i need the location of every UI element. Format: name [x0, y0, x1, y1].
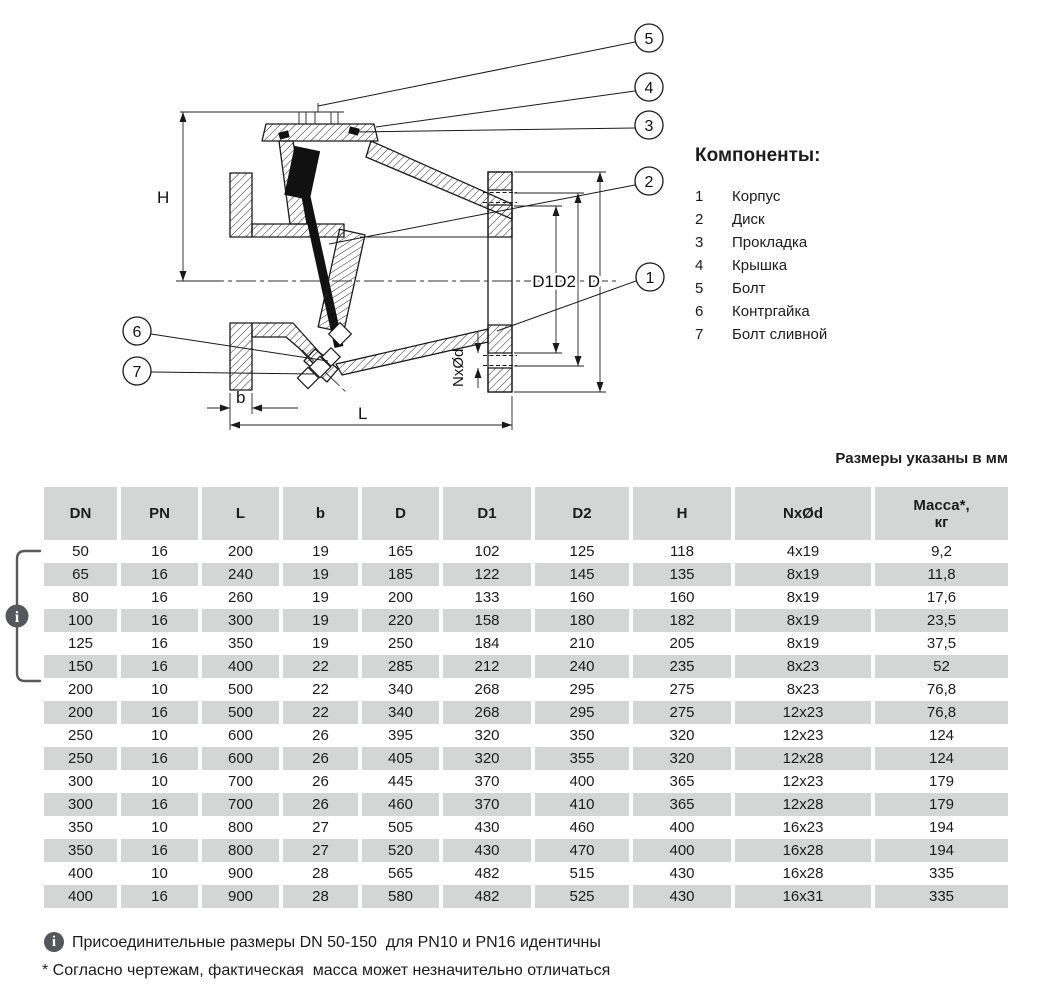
- table-cell: 16: [121, 793, 198, 816]
- components-legend: [695, 145, 955, 346]
- table-cell: 28: [283, 885, 358, 908]
- table-cell: 194: [875, 839, 1008, 862]
- component-number: 7: [695, 326, 704, 343]
- callout-2: [635, 167, 663, 195]
- table-cell: 160: [669, 589, 695, 606]
- left-flange-top: [230, 173, 252, 237]
- table-cell: 122: [443, 563, 531, 586]
- table-cell: 12x28: [735, 747, 871, 770]
- table-cell: 16: [121, 747, 198, 770]
- table-cell: 500: [202, 701, 279, 724]
- col-header-mass-line2: кг: [934, 513, 949, 531]
- table-cell: 370: [474, 773, 500, 790]
- table-row: [44, 793, 1008, 816]
- table-cell: 50: [72, 543, 89, 560]
- table-cell: 700: [227, 773, 254, 790]
- table-cell: 445: [387, 773, 414, 790]
- table-row: [44, 770, 1008, 793]
- table-cell: 355: [535, 747, 629, 770]
- component-label: Болт сливной: [732, 326, 828, 343]
- table-cell: 10: [151, 727, 168, 744]
- table-cell: 320: [443, 747, 531, 770]
- component-number: 3: [695, 234, 704, 251]
- table-cell: 400: [633, 839, 731, 862]
- callout-7-number: 7: [132, 364, 142, 381]
- right-flange-seg3: [488, 325, 512, 353]
- table-cell: 210: [569, 635, 595, 652]
- callout-5: [635, 24, 663, 52]
- dim-label-b: b: [236, 388, 246, 407]
- table-cell: 400: [67, 865, 94, 882]
- table-cell: 16x31: [735, 885, 871, 908]
- dim-label-D: D: [587, 272, 600, 291]
- component-item: [695, 300, 955, 323]
- table-cell: 11,8: [875, 563, 1008, 586]
- table-cell: 16: [121, 609, 198, 632]
- dim-L: [230, 396, 512, 430]
- callout-2-number: 2: [644, 174, 654, 191]
- table-cell: 515: [569, 865, 595, 882]
- dn-range-bracket: [0, 545, 48, 690]
- component-number: 2: [695, 211, 704, 228]
- table-cell: 100: [44, 609, 117, 632]
- table-cell: 165: [387, 543, 414, 560]
- table-cell: 505: [387, 819, 414, 836]
- table-row: [44, 540, 1008, 563]
- disc-assembly: [284, 146, 365, 347]
- col-header-d: D: [362, 487, 439, 540]
- table-cell: 179: [928, 773, 955, 790]
- table-cell: 158: [443, 609, 531, 632]
- table-cell: 250: [44, 747, 117, 770]
- components-title: Компоненты:: [695, 145, 821, 166]
- table-cell: 520: [362, 839, 439, 862]
- table-cell: 580: [362, 885, 439, 908]
- table-cell: 26: [283, 747, 358, 770]
- note-connection-sizes: Присоединительные размеры DN 50-150 для PN10 и PN16 идентичны: [72, 934, 601, 951]
- table-cell: 340: [387, 681, 414, 698]
- table-cell: 250: [387, 635, 414, 652]
- table-cell: 295: [535, 701, 629, 724]
- table-cell: 235: [633, 655, 731, 678]
- valve-body: [230, 124, 517, 392]
- table-cell: 22: [283, 701, 358, 724]
- table-cell: 200: [227, 543, 254, 560]
- col-header-d1: D1: [443, 487, 531, 540]
- table-cell: 124: [928, 727, 955, 744]
- table-cell: 102: [474, 543, 500, 560]
- table-cell: 300: [202, 609, 279, 632]
- table-cell: 285: [362, 655, 439, 678]
- table-cell: 16: [151, 589, 168, 606]
- table-cell: 27: [312, 819, 329, 836]
- component-label: Контргайка: [732, 303, 810, 320]
- table-cell: 180: [535, 609, 629, 632]
- table-cell: 16: [121, 701, 198, 724]
- component-label: Корпус: [732, 188, 781, 205]
- table-cell: 16: [121, 839, 198, 862]
- table-cell: 184: [474, 635, 500, 652]
- dim-b: [207, 388, 298, 414]
- table-cell: 275: [669, 681, 695, 698]
- table-row: [44, 609, 1008, 632]
- table-cell: 320: [633, 747, 731, 770]
- table-cell: 430: [474, 819, 500, 836]
- table-cell: 26: [312, 773, 329, 790]
- table-cell: 118: [670, 543, 694, 560]
- table-cell: 76,8: [926, 681, 957, 698]
- table-cell: 8x19: [735, 609, 871, 632]
- table-cell: 370: [443, 793, 531, 816]
- table-cell: 65: [44, 563, 117, 586]
- table-cell: 12x23: [782, 773, 824, 790]
- table-cell: 179: [875, 793, 1008, 816]
- table-row: [44, 655, 1008, 678]
- table-cell: 268: [474, 681, 500, 698]
- table-cell: 27: [283, 839, 358, 862]
- callout-6-number: 6: [132, 324, 142, 341]
- table-cell: 240: [202, 563, 279, 586]
- component-number: 1: [695, 188, 704, 205]
- table-row: [44, 586, 1008, 609]
- table-row: [44, 885, 1008, 908]
- table-cell: 240: [535, 655, 629, 678]
- component-label: Диск: [732, 211, 765, 228]
- table-cell: 200: [44, 701, 117, 724]
- col-header-mass-line1: Масса*,: [913, 496, 970, 514]
- dim-label-L: L: [358, 404, 368, 423]
- component-label: Прокладка: [732, 234, 808, 251]
- callout-4-number: 4: [644, 80, 654, 97]
- table-cell: 460: [569, 819, 595, 836]
- table-cell: 482: [443, 885, 531, 908]
- table-cell: 600: [227, 727, 254, 744]
- table-cell: 275: [633, 701, 731, 724]
- table-cell: 365: [669, 773, 695, 790]
- table-cell: 460: [362, 793, 439, 816]
- table-cell: 395: [387, 727, 414, 744]
- callout-7: [123, 357, 151, 385]
- table-cell: 185: [362, 563, 439, 586]
- table-cell: 8x19: [786, 589, 820, 606]
- table-cell: 350: [569, 727, 595, 744]
- dim-label-D1: D1: [532, 272, 554, 291]
- table-cell: 400: [669, 819, 695, 836]
- table-cell: 16: [121, 655, 198, 678]
- callout-3-number: 3: [644, 118, 654, 135]
- table-cell: 16: [121, 563, 198, 586]
- callout-1: [636, 263, 664, 291]
- table-cell: 182: [633, 609, 731, 632]
- table-cell: 400: [202, 655, 279, 678]
- component-number: 5: [695, 280, 704, 297]
- table-cell: 16: [151, 543, 168, 560]
- col-header-d2: D2: [535, 487, 629, 540]
- table-row: [44, 701, 1008, 724]
- table-cell: 22: [312, 681, 329, 698]
- table-cell: 150: [44, 655, 117, 678]
- callout-4: [635, 73, 663, 101]
- table-cell: 8x19: [786, 635, 820, 652]
- table-cell: 10: [151, 681, 168, 698]
- component-item: [695, 254, 955, 277]
- col-header-dn: DN: [44, 487, 117, 540]
- table-cell: 430: [443, 839, 531, 862]
- dim-D-group: [514, 172, 606, 392]
- table-cell: 194: [928, 819, 955, 836]
- table-cell: 9,2: [931, 543, 952, 560]
- table-cell: 268: [443, 701, 531, 724]
- table-cell: 430: [669, 865, 695, 882]
- table-cell: 470: [535, 839, 629, 862]
- table-cell: 565: [387, 865, 414, 882]
- table-cell: 500: [227, 681, 254, 698]
- table-cell: 300: [67, 773, 94, 790]
- table-cell: 19: [283, 609, 358, 632]
- table-cell: 200: [67, 681, 94, 698]
- table-cell: 800: [227, 819, 254, 836]
- table-cell: 10: [151, 819, 168, 836]
- table-row: [44, 816, 1008, 839]
- col-header-pn: PN: [121, 487, 198, 540]
- table-cell: 405: [362, 747, 439, 770]
- table-cell: 145: [535, 563, 629, 586]
- table-cell: 76,8: [875, 701, 1008, 724]
- table-cell: 16: [151, 635, 168, 652]
- table-cell: 350: [44, 839, 117, 862]
- table-cell: 37,5: [926, 635, 957, 652]
- table-cell: 295: [569, 681, 595, 698]
- table-cell: 8x23: [786, 681, 820, 698]
- table-cell: 12x23: [735, 701, 871, 724]
- table-cell: 12x23: [782, 727, 824, 744]
- table-cell: 220: [362, 609, 439, 632]
- table-cell: 430: [633, 885, 731, 908]
- table-cell: 16x28: [735, 839, 871, 862]
- bonnet-cover: [262, 124, 378, 141]
- table-cell: 19: [283, 563, 358, 586]
- table-cell: 12x28: [735, 793, 871, 816]
- table-cell: 205: [669, 635, 695, 652]
- note-mass-disclaimer: * Согласно чертежам, фактическая масса может незначительно отличаться: [42, 962, 611, 979]
- info-icon: i: [44, 932, 64, 952]
- table-cell: 17,6: [926, 589, 957, 606]
- table-cell: 19: [312, 635, 329, 652]
- table-cell: 19: [312, 543, 329, 560]
- component-number: 4: [695, 257, 704, 274]
- component-label: Крышка: [732, 257, 788, 274]
- table-cell: 260: [227, 589, 254, 606]
- table-cell: 600: [202, 747, 279, 770]
- dim-label-NxOd: NxØd: [450, 348, 467, 387]
- table-row: [44, 839, 1008, 862]
- table-cell: 400: [44, 885, 117, 908]
- table-cell: 28: [312, 865, 329, 882]
- callout-5-number: 5: [644, 31, 654, 48]
- components-list: [695, 185, 955, 346]
- dimensions-table: [40, 487, 1012, 908]
- component-item: [695, 231, 955, 254]
- callout-leaders: [151, 42, 636, 374]
- table-cell: 350: [67, 819, 94, 836]
- table-cell: 300: [44, 793, 117, 816]
- table-row: [44, 862, 1008, 885]
- table-cell: 124: [875, 747, 1008, 770]
- table-cell: 19: [312, 589, 329, 606]
- col-header-l: L: [202, 487, 279, 540]
- table-cell: 80: [72, 589, 89, 606]
- table-cell: 410: [535, 793, 629, 816]
- table-cell: 340: [362, 701, 439, 724]
- component-label: Болт: [732, 280, 766, 297]
- table-cell: 900: [202, 885, 279, 908]
- table-row: [44, 724, 1008, 747]
- table-header-row: [44, 487, 1008, 540]
- col-header-h: H: [633, 487, 731, 540]
- table-row: [44, 563, 1008, 586]
- table-cell: 160: [569, 589, 595, 606]
- table-cell: 800: [202, 839, 279, 862]
- table-cell: 135: [633, 563, 731, 586]
- table-cell: 8x23: [735, 655, 871, 678]
- table-cell: 4x19: [786, 543, 820, 560]
- dim-label-D2: D2: [554, 272, 576, 291]
- table-cell: 16x28: [782, 865, 824, 882]
- table-cell: 133: [474, 589, 500, 606]
- table-cell: 365: [633, 793, 731, 816]
- col-header-mass: [875, 487, 1008, 540]
- callout-1-number: 1: [645, 270, 655, 287]
- table-cell: 250: [67, 727, 94, 744]
- body-top-wall: [252, 224, 344, 237]
- table-cell: 22: [283, 655, 358, 678]
- table-cell: 335: [928, 865, 955, 882]
- table-row: [44, 678, 1008, 701]
- table-cell: 525: [535, 885, 629, 908]
- table-cell: 212: [443, 655, 531, 678]
- table-cell: 52: [875, 655, 1008, 678]
- right-flange-seg4: [488, 368, 512, 392]
- table-cell: 16x23: [782, 819, 824, 836]
- table-cell: 26: [312, 727, 329, 744]
- table-cell: 335: [875, 885, 1008, 908]
- callout-3: [635, 111, 663, 139]
- table-cell: 700: [202, 793, 279, 816]
- table-cell: 350: [227, 635, 254, 652]
- table-cell: 320: [669, 727, 695, 744]
- table-cell: 482: [474, 865, 500, 882]
- table-cell: 10: [151, 773, 168, 790]
- table-cell: 16: [121, 885, 198, 908]
- dim-label-H: H: [157, 188, 170, 207]
- component-item: [695, 208, 955, 231]
- callout-6: [123, 317, 151, 345]
- table-cell: 23,5: [875, 609, 1008, 632]
- table-row: [44, 632, 1008, 655]
- col-header-nxod: NxØd: [735, 487, 871, 540]
- info-icon-glyph: i: [14, 609, 20, 626]
- component-item: [695, 277, 955, 300]
- units-note: Размеры указаны в мм: [835, 450, 1008, 467]
- right-flange-seg1: [488, 172, 512, 190]
- table-cell: 900: [227, 865, 254, 882]
- component-number: 6: [695, 303, 704, 320]
- table-cell: 8x19: [735, 563, 871, 586]
- table-row: [44, 747, 1008, 770]
- col-header-b: b: [283, 487, 358, 540]
- left-flange-bottom: [230, 323, 252, 390]
- table-cell: 125: [569, 543, 595, 560]
- table-cell: 400: [569, 773, 595, 790]
- table-cell: 200: [387, 589, 414, 606]
- component-item: [695, 323, 955, 346]
- component-item: [695, 185, 955, 208]
- table-cell: 26: [283, 793, 358, 816]
- table-cell: 10: [151, 865, 168, 882]
- table-cell: 320: [474, 727, 500, 744]
- table-cell: 125: [67, 635, 94, 652]
